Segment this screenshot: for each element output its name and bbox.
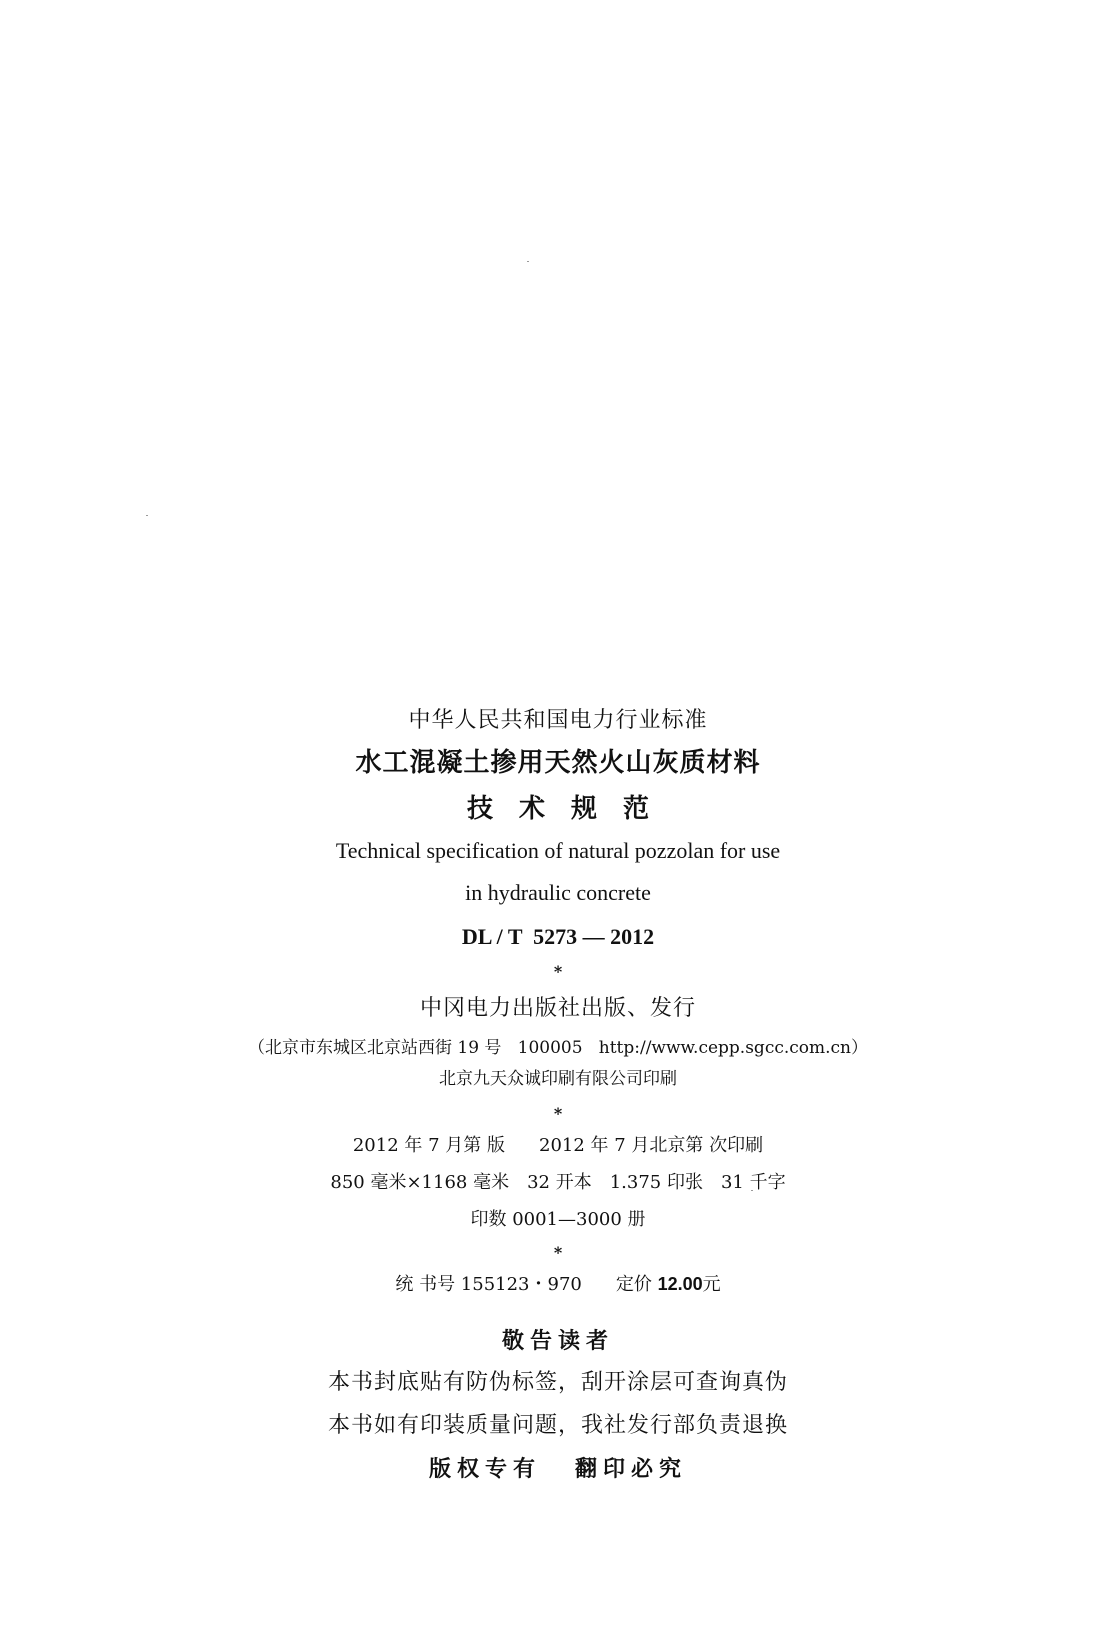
format-folio: 32 开本 [527,1172,592,1193]
english-title-line-2: in hydraulic concrete [465,880,651,905]
edition-text: 2012 年 7 月第 版 [352,1135,505,1156]
standard-title-line-2: 技 术 规 范 [466,794,649,824]
standard-title-line-1: 水工混凝土掺用天然火山灰质材料 [355,748,761,778]
english-title-line-1: Technical specification of natural pozzolan for use [335,838,781,863]
issuing-organization: 中华人民共和国电力行业标准 [408,708,708,733]
copyright-line [0,1458,1116,1480]
notice-anti-counterfeit: 本书封底贴有防伪标签，刮开涂层可查询真伪 [327,1370,788,1395]
format-size: 850 毫米×1168 毫米 [330,1172,510,1193]
notice-heading: 敬告读者 [501,1328,614,1354]
print-count: 印数 0001—3000 册 [470,1209,646,1230]
format-line [0,1174,1116,1192]
price-value: 12.00 [657,1274,703,1294]
publisher-line: 中冈电力出版社出版、发行 [419,996,696,1021]
book-number-line [0,1275,1116,1294]
printer-line: 北京九天众诚印刷有限公司印刷 [439,1069,677,1089]
notice-returns: 本书如有印装质量问题，我社发行部负责退换 [327,1413,788,1438]
price-unit: 元 [702,1274,721,1295]
separator-star: * [553,1243,563,1262]
scan-speck [527,261,529,262]
edition-line [0,1137,1116,1155]
separator-star: * [553,962,563,981]
format-sheets: 1.375 印张 [609,1172,703,1193]
separator-star: * [553,1104,563,1123]
standard-code: DL / T 5273 — 2012 [461,924,655,949]
book-number: 统 书号 155123・970 [395,1274,582,1295]
price-label: 定价 [615,1274,652,1295]
format-words: 31 千字 [720,1172,786,1193]
printing-text: 2012 年 7 月北京第 次印刷 [539,1135,764,1156]
copyright-reserved: 版权专有 [428,1456,541,1482]
publisher-address: （北京市东城区北京站西街 19 号 100005 http://www.cepp.sgcc.com.cn） [247,1038,869,1058]
scan-speck [146,515,148,516]
copyright-no-reprint: 翻印必究 [575,1456,688,1482]
